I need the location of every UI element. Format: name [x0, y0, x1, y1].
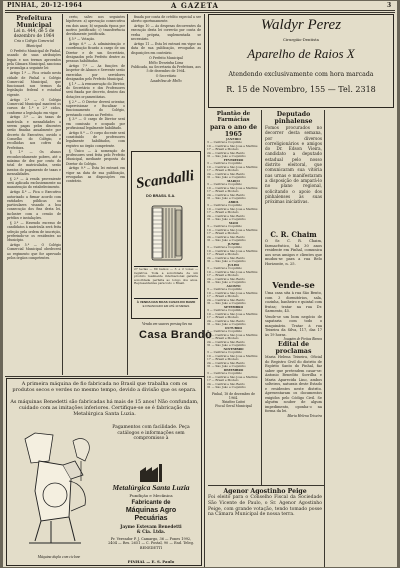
schedule-row: 17 — Brasil e Modelo: [207, 379, 239, 383]
brand-logo: Scandalli: [135, 168, 196, 192]
schedule-month: ABRIL: [228, 199, 239, 204]
schedule-row: 17 — Brasil e Modelo: [207, 148, 239, 152]
schedule-row: 10 — Central e São José e Martins: [207, 375, 258, 379]
article-subtitle: Lei n. 444, de 5 de dezembro de 1964: [13, 29, 55, 39]
paragraph: Artigo 8.º — O corpo docente será constituído de professores legalmente habilitados, com registro no órgão competente.: [66, 130, 125, 148]
ad-footer-2: E FINANCIADO EM ATÉ 10 MESES: [142, 304, 190, 308]
schedule-row: 31 — São João e Coquinho: [207, 365, 246, 369]
ad-description: 27 teclas — 80 baixos — 3 + 2 vozes — registros. Toda a sonoridade de um produto realmente internacional garante sonoridade perfeita ao longo dos anos. Representantes para todo o Brasil.: [134, 267, 198, 286]
schedule-row: 10 — Central e São José e Martins: [207, 333, 258, 337]
fabricante-line-3: Pecuárias: [134, 515, 168, 522]
schedule-signer: Natalino Latini: [221, 400, 246, 405]
schedule-row: 10 — Central e São José e Martins: [207, 186, 258, 190]
paragraph: Artigo 7.º — As funções de Inspetor de Alunos e Servente serão exercidas por servidores designados pelo Prefeito Municipal.: [66, 64, 125, 81]
article-summary: Cria o Colégio Comercial Municipal: [14, 39, 54, 48]
schedule-row: 31 — São João e Coquinho: [207, 197, 246, 201]
schedule-row: 3 — Central e Coquinho: [207, 351, 243, 355]
schedule-row: 3 — Central e Coquinho: [207, 183, 243, 187]
owner-name-2: & Cia. Ltda.: [136, 530, 166, 535]
schedule-month: NOVEMBRO: [223, 346, 244, 351]
prefeitura-article: [7, 15, 61, 261]
schedule-row: 24 — Central e São Bento: [207, 193, 245, 197]
paragraph: § Único — A nomeação de professores será feita pelo Prefeito Municipal, mediante proposta do Diretor do Colégio.: [66, 148, 125, 166]
ad-footer: À VENDA NAS BOAS CASAS DO RAMO: [134, 298, 198, 304]
payment-info: Pagamentos com facilidade. Peça catálogos e informações sem compromisso à: [112, 425, 190, 442]
owner-name: Jayme Estevam Benedetti: [120, 525, 182, 530]
company-sub: Fundição e Mecânica: [129, 493, 173, 498]
schedule-row: 3 — Central e Coquinho: [207, 372, 243, 376]
schedule-row: 24 — Central e São Bento: [207, 298, 245, 302]
schedule-month: OUTUBRO: [224, 325, 243, 330]
pharmacy-schedule: [207, 111, 260, 409]
schedule-row: 10 — Central e São José e Martins: [207, 165, 258, 169]
deputado-article: [265, 111, 322, 204]
edital-article: [265, 341, 322, 418]
paragraph: § 5.º — Votação.: [69, 37, 96, 42]
schedule-month: DEZEMBRO: [223, 367, 244, 372]
article-body: Foi eleito para o Conselho Fiscal da Sociedade São Vicente de Paulo, o Sr. Agenor Agostinho Peige, com grande votação, tendo tomado posse na Câmara Municipal de nossa terra.: [208, 495, 322, 518]
schedule-row: 31 — São João e Coquinho: [207, 218, 246, 222]
paragraph: § 2.º — O Diretor deverá orientar, supervisionar e fiscalizar o funcionamento do Colégio, prestando contas ao Prefeito.: [66, 99, 125, 117]
signoff: O Prefeito Municipal: [149, 55, 183, 60]
factory-logo-icon: [139, 463, 163, 483]
header-date: PINHAL, 20-12-1964: [7, 2, 83, 9]
article-title: Prefeitura Municipal: [16, 15, 52, 29]
schedule-month: MAIO: [228, 220, 239, 225]
chaim-notice: [265, 231, 322, 267]
schedule-row: 17 — Brasil e Modelo: [207, 190, 239, 194]
schedule-row: 17 — Brasil e Modelo: [207, 211, 239, 215]
article-title: Deputado pinhalense: [274, 111, 313, 125]
accordion-icon: [150, 202, 184, 264]
paragraph: § 1.º — A remuneração do Diretor, do Secretário e dos Professores será fixada por decreto, dentro das dotações orçamentárias.: [66, 81, 125, 99]
paragraph: Artigo 2.º — O Colégio Comercial Municipal manterá os cursos de 1.º e 2.º ciclos, conforme a legislação em vigor.: [7, 97, 61, 115]
paragraph: certo, salvo nos seguintes hipóteses: a) aprovação consecutiva em dois anos; b) segunda época por motivo justificado; c) transferência devidamente justificada.: [66, 15, 125, 37]
schedule-month: JUNHO: [227, 241, 240, 246]
schedule-row: 10 — Central e São José e Martins: [207, 228, 258, 232]
schedule-row: 24 — Central e São Bento: [207, 235, 245, 239]
schedule-row: 17 — Brasil e Modelo: [207, 253, 239, 257]
schedule-signer-role: Fiscal Geral Municipal: [215, 404, 252, 409]
schedule-row: 24 — Central e São Bento: [207, 340, 245, 344]
schedule-row: 17 — Brasil e Modelo: [207, 337, 239, 341]
company-address: Pr. Vereador P. J. Camargo, 36 — Fones 1992, 2404 — Res. 2651 — C. Postal, 90 — End. Teleg. BENEDETTI: [108, 537, 194, 550]
brand-sub: DO BRASIL S.A.: [146, 194, 176, 198]
fabricante-line-2: Máquinas Agro: [125, 507, 177, 514]
schedule-row: 3 — Central e Coquinho: [207, 162, 243, 166]
paragraph: § 1.º — Os alunos reconhecidamente pobres, até o máximo de dez por cento do total de matriculados, serão isentos do pagamento de taxas e mensalidades.: [7, 150, 61, 176]
newspaper-name: A GAZETA: [171, 1, 219, 10]
schedule-row: 24 — Central e São Bento: [207, 382, 245, 386]
schedule-row: 24 — Central e São Bento: [207, 151, 245, 155]
schedule-month: JANEIRO: [226, 136, 241, 141]
paragraph: O Prefeito Municipal de Pinhal, usando de suas atribuições legais e nos termos aprovados pela Câmara Municipal, sanciona e promulga a seguinte lei:: [7, 49, 62, 71]
classified-item: Uma casa sita à rua São Bento, com 3 dormitórios, sala, cozinha, banheiro e quintal com frutas; tratar na rua Dr. Sarmento, 45.: [265, 291, 322, 313]
dentist-hours: Atendendo exclusivamente com hora marcada: [228, 71, 374, 78]
schedule-month: AGOSTO: [226, 283, 241, 288]
paragraph: Artigo 5.º — O Colégio Comercial Municipal obedecerá ao regimento que for aprovado pelos órgãos competentes.: [7, 243, 61, 260]
edital-signer: Maria Helena Teixeira: [287, 413, 322, 418]
paragraph: Artigo 11 — Esta lei entrará em vigor na data de sua publicação, revogadas as disposições em contrário.: [131, 41, 201, 55]
article-body: [131, 15, 201, 55]
dentist-address: R. 15 de Novembro, 155 — Tel. 2318: [226, 85, 376, 94]
secretary-name: Laudelina de Mello: [150, 78, 182, 84]
article-title: Agenor Agostinho Peige: [223, 488, 307, 495]
schedule-row: 10 — Central e São José e Martins: [207, 249, 258, 253]
dentist-role: Cirurgião-Dentista: [283, 37, 319, 42]
schedule-row: 24 — Central e São Bento: [207, 319, 245, 323]
schedule-row: 31 — São João e Coquinho: [207, 239, 246, 243]
schedule-row: 17 — Brasil e Modelo: [207, 358, 239, 362]
classified-item: Vende-se um bom negócio de sapataria com todo o maquinário. Tratar à rua Teixeira da Silva, 117, das 17 às 19 horas.: [265, 314, 322, 337]
store-teaser: Venda em suaves prestações na: [141, 321, 193, 326]
paragraph: Artigo 9.º — Esta lei entrará em vigor na data de sua publicação, revogadas as disposições em contrário.: [66, 166, 125, 184]
secretary-label: O Secretário: [155, 73, 177, 78]
schedule-row: 17 — Brasil e Modelo: [207, 169, 239, 173]
schedule-row: 10 — Central e São José e Martins: [207, 207, 258, 211]
paragraph: Artigo 10 — As despesas decorrentes da execução desta lei correrão por conta de verba própria, suplementada se necessário.: [131, 24, 201, 42]
schedule-month: FEVEREIRO: [223, 157, 244, 162]
paragraph: § 3.º — Havendo excesso de candidatos à matrícula será feita seleção pela ordem de inscrição, preferindo-se os residentes no Município.: [7, 220, 61, 243]
schedule-month: MARÇO: [227, 178, 240, 183]
schedule-month: JULHO: [227, 262, 240, 267]
company-name: Metalúrgica Santa Luzia: [112, 483, 190, 492]
schedule-row: 31 — São João e Coquinho: [207, 176, 246, 180]
store-name: Casa Brando: [139, 329, 213, 341]
company-city: PINHAL — E. S. Paulo: [127, 559, 175, 564]
schedule-row: 24 — Central e São Bento: [207, 256, 245, 260]
schedule-row: 3 — Central e Coquinho: [207, 204, 243, 208]
notice-title: C. R. Chaim: [270, 230, 317, 239]
edital-title: Edital de proclamas: [275, 341, 312, 355]
schedule-row: 3 — Central e Coquinho: [207, 141, 243, 145]
ad-headline: A primeira máquina de fio fabricada no Brasil que trabalha com os produtos secos e verdes no mesmo tempo, devido a divisão que os separa.: [12, 381, 197, 393]
schedule-row: 10 — Central e São José e Martins: [207, 270, 258, 274]
schedule-row: 10 — Central e São José e Martins: [207, 312, 258, 316]
schedule-date: Pinhal, 18 de dezembro de 1964.: [211, 391, 256, 401]
schedule-row: 31 — São João e Coquinho: [207, 281, 246, 285]
paragraph: § 2.º — A renda proveniente será aplicada exclusivamente na manutenção do estabelecimento.: [7, 176, 61, 190]
article-body: Fomos procurados no decorrer desta semana, por diversos correligionários e amigos do Dr. Edson Vieira, candidato a deputado estadual pelo nosso distrito eleitoral, que comunicaram sua vitória nas urnas e manifestaram a disposição de ampará-lo no plano regional, solicitando o apoio dos pinhalenses às suas próximas iniciativas.: [265, 125, 322, 205]
schedule-row: 24 — Central e São Bento: [207, 361, 245, 365]
schedule-row: 24 — Central e São Bento: [207, 214, 245, 218]
edital-body: Maria Helena Teixeira, Oficial do Registro Civil do distrito de Espírito Santo do Pinhal, faz saber que pretendem casar-se: Antonio Benedito Sorrilha e Maria Aparecida Lino, ambos solteiros, naturais deste Estado e residentes neste distrito. Apresentaram os documentos exigidos pelo Código Civil. Se alguém souber de algum impedimento, oponha-o na forma da lei.: [265, 355, 322, 413]
dentist-ad: [208, 14, 394, 108]
vende-se-ads: [265, 281, 322, 341]
schedule-row: 24 — Central e São Bento: [207, 277, 245, 281]
schedule-row: 3 — Central e Coquinho: [207, 309, 243, 313]
schedule-row: 24 — Central e São Bento: [207, 172, 245, 176]
paragraph: § 3.º — O cargo de Diretor será em comissão e ocupado por profissional legalmente habilitado.: [66, 117, 125, 130]
schedule-row: 31 — São João e Coquinho: [207, 260, 246, 264]
notice-body: O Sr. C. R. Chaim, farmacêutico, há 30 anos residente em Pinhal, comunica aos seus amigos e clientes que mudou-se para a rua Belo Horizonte, n. 25.: [265, 239, 322, 266]
schedule-row: 17 — Brasil e Modelo: [207, 232, 239, 236]
paragraph: fixada por conta de crédito especial a ser aberto oportunamente.: [131, 15, 201, 24]
ad-body: As máquinas Benedetti são fabricadas há mais de 15 anos! Não confundam, cuidado com as imitações inferiores. Certifique-se se é fabricação da Metalúrgica Santa Luzia.: [10, 399, 199, 417]
schedule-row: 31 — São João e Coquinho: [207, 302, 246, 306]
article-body: [66, 15, 125, 184]
schedule-row: 17 — Brasil e Modelo: [207, 274, 239, 278]
schedule-row: 3 — Central e Coquinho: [207, 225, 243, 229]
paragraph: Artigo 3.º — As taxas de matrícula e mensalidades a serem pagas pelos discentes serão fixadas anualmente por decreto do Executivo, ouvido o Conselho do Colégio, e recolhidas aos cofres da Prefeitura.: [7, 115, 61, 150]
machine-caption: Máquina dupla com ciclone: [37, 555, 81, 559]
schedule-row: 3 — Central e Coquinho: [207, 288, 243, 292]
paragraph: Artigo 4.º — Fica o Executivo autorizado a firmar acordo com entidades públicas ou particulares visando a boa consecução dos fins desta lei, inclusive com a cessão de prédios e instalações.: [7, 190, 61, 221]
schedule-row: 3 — Central e Coquinho: [207, 246, 243, 250]
fabricante-line-1: Fabricante de: [131, 500, 171, 506]
prefeitura-article-end: [131, 15, 201, 83]
scandalli-ad: [131, 151, 201, 319]
publication-note: Publicada, na Secretaria da Prefeitura, aos 5 de dezembro de 1964.: [131, 65, 201, 74]
classified-contact: Joaquim de Freitas Ramos: [283, 337, 322, 341]
schedule-month: SETEMBRO: [223, 304, 244, 309]
prefeitura-article-cont: [66, 15, 125, 184]
schedule-row: 17 — Brasil e Modelo: [207, 316, 239, 320]
agenor-article: [208, 488, 322, 518]
paragraph: Artigo 1.º — Fica criado nesta cidade de Pinhal o Colégio Comercial Municipal, que funcionará nos termos da legislação federal e estadual vigente.: [7, 71, 61, 97]
schedule-row: 3 — Central e Coquinho: [207, 330, 243, 334]
schedule-row: 3 — Central e Coquinho: [207, 267, 243, 271]
classified-title: Vende-se: [272, 281, 315, 291]
schedule-row: 31 — São João e Coquinho: [207, 155, 246, 159]
schedule-row: 31 — São João e Coquinho: [207, 344, 246, 348]
schedule-row: 17 — Brasil e Modelo: [207, 295, 239, 299]
machine-illustration: [11, 421, 101, 553]
schedule-title: Plantão de Farmácias: [216, 111, 251, 124]
schedule-list: [207, 138, 260, 390]
dentist-name: Waldyr Perez: [260, 17, 342, 33]
schedule-row: 10 — Central e São José e Martins: [207, 144, 258, 148]
page-number: 3: [387, 2, 392, 9]
schedule-row: 31 — São João e Coquinho: [207, 386, 246, 390]
schedule-row: 10 — Central e São José e Martins: [207, 291, 258, 295]
article-body: [7, 49, 61, 260]
schedule-row: 31 — São João e Coquinho: [207, 323, 246, 327]
benedetti-ad: [6, 378, 202, 566]
newspaper-page: [3, 1, 397, 567]
schedule-row: 10 — Central e São José e Martins: [207, 354, 258, 358]
schedule-subtitle: para o ano de 1965: [209, 123, 258, 138]
dentist-service: Aparelho de Raios X: [247, 46, 355, 61]
paragraph: Artigo 6.º — A administração e coordenação ficarão a cargo de um Diretor e de um Secretário, designados pelo Prefeito dentre as pessoas habilitadas.: [66, 41, 125, 64]
signer-name: Hélio Terezinha Lima: [148, 60, 184, 66]
